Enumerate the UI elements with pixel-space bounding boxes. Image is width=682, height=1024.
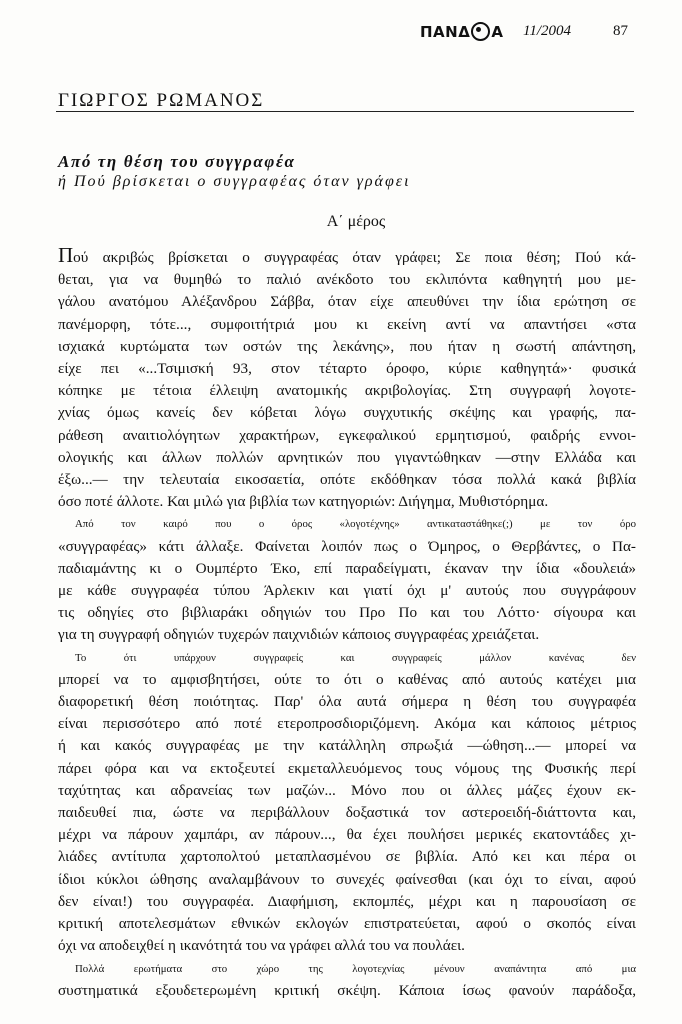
text-line: κριτική αποτελεσμάτων εθνικών εκλογών επιστρατεύεται, αφού ο σκοπός είναι — [58, 915, 636, 933]
text-line: παδιαμάντης κι ο Ουμπέρτο Έκο, επί παραδείγματι, έκαναν την ίδια «δουλειά» — [58, 559, 636, 577]
text-line: τις οδηγίες στο βιβλιαράκι οδηγιών του Προ Πο και του Λόττο· σίγουρα και — [58, 604, 636, 622]
journal-name-start: ΠΑΝΔ — [420, 22, 471, 41]
text-line: ράθεση αναιτιολόγητων χαρακτήρων, εγκεφαλικού ερμητισμού, φαιδρής εννοι- — [58, 426, 636, 444]
text-line: θεται, για να θυμηθώ το παλιό ανέκδοτο του εκλιπόντα καθηγητή μου με- — [58, 271, 636, 289]
journal-logo-icon — [471, 22, 490, 41]
paragraph — [58, 647, 636, 958]
text-line: χνίας όμως κανείς δεν κόβεται λόγω συγχυτικής σκέψης και γραφής, πα- — [58, 404, 636, 422]
text-line: μέχρι να πάρουν χαμπάρι, αν πάρουν..., θα έχει πουλήσει μερικές εκατοντάδες χι- — [58, 826, 636, 844]
text-line: Το ότι υπάρχουν συγγραφείς και συγγραφείς μάλλον κανένας δεν — [75, 651, 636, 664]
text-line: ή και κακός συγγραφέας με την κατάλληλη σπρωξιά —ώθηση...— μπορεί να — [58, 737, 636, 755]
text-line: γάλου ανατόμου Αλέξανδρου Σάββα, όταν είχε απευθύνει την ίδια ερώτηση σε — [58, 293, 636, 311]
article-body — [58, 244, 636, 1002]
text-line: παιδευθεί πια, ώστε να περιβάλλουν δοξαστικά τον αστεροειδή-διάττοντα και, — [58, 804, 636, 822]
text-line: πάρει φόρα και να εκτοξευτεί εκμεταλλευόμενος τους νόμους της Φυσικής περί — [58, 759, 636, 777]
issue-number: 11/2004 — [523, 23, 572, 39]
text-line: συστηματικά εξουδετερωμένη κριτική σκέψη. Κάποια ίσως φανούν παράδοξα, — [58, 981, 636, 999]
drop-cap: Π — [58, 243, 74, 267]
text-line: για τη συγγραφή οδηγιών τυχερών παιχνιδιών κάποιος συγγραφέας χρειάζεται. — [58, 626, 540, 644]
text-line: λιάδες αντίτυπα χαρτοπολτού μεταπλασμένου σε βιβλία. Από κει και πέρα οι — [58, 848, 636, 866]
paragraph — [58, 244, 636, 513]
page-number: 87 — [613, 23, 628, 39]
text-line: ταχύτητας και αδρανείας των μαζών... Μόνο που οι άλλες μάζες έχουν εκ- — [58, 781, 636, 799]
text-line: ισχιακά κυρτώματα των οστών της λεκάνης», που ήταν η σωστή απάντηση, — [58, 337, 636, 355]
text-line: Πού ακριβώς βρίσκεται ο συγγραφέας όταν γράφει; Σε ποια θέση; Πού κά- — [58, 243, 636, 267]
text-line: είχε πει «...Τσιμισκή 93, στον τέταρτο όροφο, κύριε καθηγητά»· φυσικά — [58, 360, 636, 378]
journal-name-end: Α — [491, 22, 504, 41]
text-line: Πολλά ερωτήματα στο χώρο της λογοτεχνίας μένουν αναπάντητα από μια — [75, 962, 636, 975]
running-header — [0, 22, 682, 44]
text-line: ίδιοι κύκλοι ώθησης αναλαμβάνουν το συνεχές φαίνεσθαι (και όχι το είναι, αφού — [58, 870, 636, 888]
text-line: όσο ποτέ άλλοτε. Και μιλώ για βιβλία των κατηγοριών: Διήγημα, Μυθιστόρημα. — [58, 493, 549, 511]
text-line: «συγγραφέας» κάτι άλλαξε. Φαίνεται λοιπόν πως ο Όμηρος, ο Θερβάντες, ο Πα- — [58, 537, 636, 555]
article-title: Από τη θέση του συγγραφέα — [58, 152, 296, 171]
text-line: είναι περισσότερο από ποτέ ετεροπροσδιοριζόμενη. Ακόμα και κάποιος μέτριος — [58, 715, 636, 733]
text-line: έξω...— την τελευταία εικοσαετία, οπότε εκδόθηκαν τόσα πολλά κακά βιβλία — [58, 471, 636, 489]
journal-name — [420, 22, 503, 41]
paragraph — [58, 958, 636, 1002]
text-line: όχι να αποδειχθεί η ικανότητά του να γράφει αλλά του να πουλάει. — [58, 937, 465, 955]
author-name: ΓΙΩΡΓΟΣ ΡΩΜΑΝΟΣ — [58, 90, 265, 111]
article-subtitle: ή Πού βρίσκεται ο συγγραφέας όταν γράφει — [58, 173, 411, 190]
part-heading: Α΄ μέρος — [326, 213, 386, 230]
author-rule — [56, 111, 634, 112]
text-line: δεν είναι!) του συγγραφέα. Διαφήμιση, εκπομπές, μέχρι και η παρουσίαση σε — [58, 892, 636, 910]
text-line: Από τον καιρό που ο όρος «λογοτέχνης» αντικαταστάθηκε(;) με τον όρο — [75, 518, 636, 531]
paragraph — [58, 513, 636, 646]
text-line: διαφορετική θέση ποιότητας. Παρ' όλα αυτά σήμερα η θέση του συγγραφέα — [58, 693, 636, 711]
text-line: ολογικής και άλλων πολλών αρνητικών που γιγαντώθηκαν —στην Ελλάδα και — [58, 448, 636, 466]
text-line: με κάθε συγγραφέα τύπου Άρλεκιν και γιατί όχι μ' αυτούς που συγγράφουν — [58, 582, 636, 600]
text-line: μπορεί να το αμφισβητήσει, ούτε το ότι ο καθένας από αυτούς κατέχει μια — [58, 670, 636, 688]
text-line: κόπηκε με τέτοια έλλειψη ανατομικής ακριβολογίας. Στη συγγραφή λογοτε- — [58, 382, 636, 400]
text-line: πανέμορφη, τότε..., συμφοιτήτριά μου κι εκείνη αντί να απαντήσει «στα — [58, 315, 636, 333]
